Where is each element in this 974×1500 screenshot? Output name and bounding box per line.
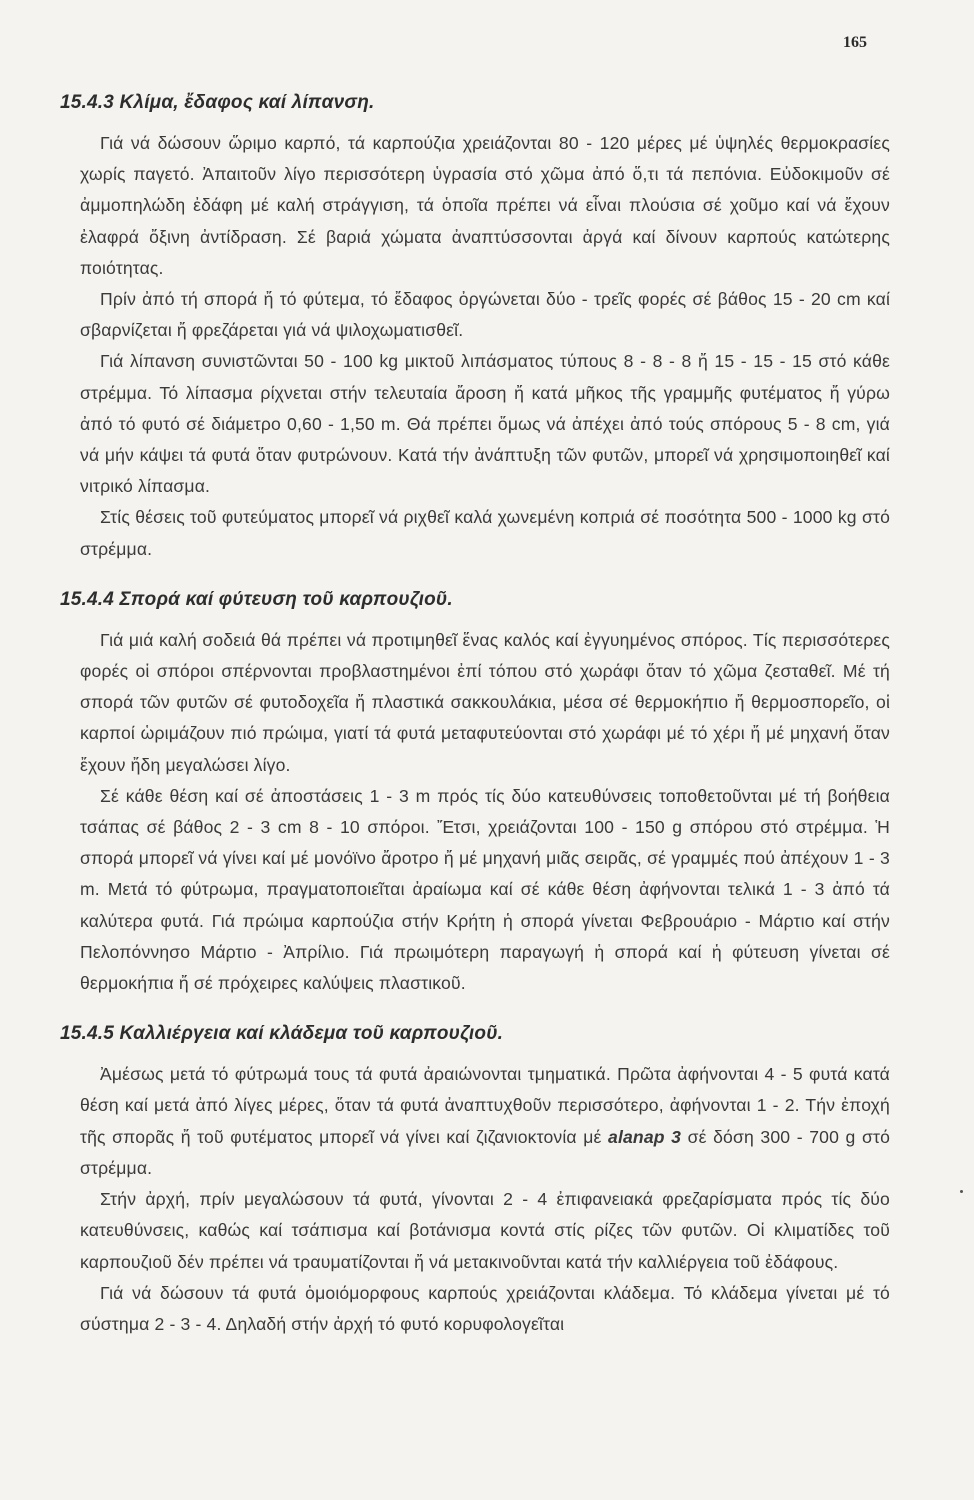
section-heading-sowing-planting: 15.4.4 Σπορά καί φύτευση τοῦ καρπουζιοῦ. — [60, 588, 453, 610]
paragraph-pruning: Γιά νά δώσουν τά φυτά ὁμοιόμορφους καρπούς χρειάζονται κλάδεμα. Τό κλάδεμα γίνεται μέ τό σύστημα 2 - 3 - 4. Δηλαδή στήν ἀρχή τό φυτό κορυφολογεῖται — [80, 1282, 890, 1334]
thinning-text-after: σέ δόση 300 - 700 g στό στρέμμα. — [80, 1126, 891, 1178]
paragraph-seed-selection: Γιά μιά καλή σοδειά θά πρέπει νά προτιμηθεῖ ἕνας καλός καί ἐγγυημένος σπόρος. Τίς περισσότερες φορές οἱ σπόροι σπέρνονται προβλαστημένοι ἐπί τόπου στό χωράφι ὅταν τό χῶμα ζεσταθεῖ. Μέ τή σπορά τῶν φυτῶν σέ φυτοδοχεῖα ἤ πλαστικά σακκουλάκια, μέσα σέ θερμοκήπιο ἤ θερμοσπορεῖο, οἱ καρποί ὡριμάζουν πιό πρώιμα, γιατί τά φυτά μεταφυτεύονται στό χωράφι μέ τό χέρι ἤ μέ μηχανή ὅταν ἔχουν ἤδη μεγαλώσει λίγο. — [80, 629, 890, 775]
scan-speck-decoration — [960, 1190, 963, 1193]
thinning-text-before: Ἀμέσως μετά τό φύτρωμά τους τά φυτά ἀραιώνονται τμηματικά. Πρῶτα ἀφήνονται 4 - 5 φυτά κατά θέση καί μετά ἀπό λίγες μέρες, ὅταν τά φυτά ἀναπτυχθοῦν περισσότερο, ἀφήνονται 1 - 2. Τήν ἐποχή τῆς σπορᾶς ἤ τοῦ φυτέματος μπορεῖ νά γίνει καί ζιζανιοκτονία μέ — [80, 1064, 890, 1147]
paragraph-sowing-method: Σέ κάθε θέση καί σέ ἀποστάσεις 1 - 3 m πρός τίς δύο κατευθύνσεις τοποθετοῦνται μέ τή βοήθεια τσάπας σέ βάθος 2 - 3 cm 8 - 10 σπόροι. Ἔτσι, χρειάζονται 100 - 150 g σπόρου στό στρέμμα. Ἡ σπορά μπορεῖ νά γίνει καί μέ μονόϊνο ἄροτρο ἤ μέ μηχανή μιᾶς σειρᾶς, σέ γραμμές πού ἀπέχουν 1 - 3 m. Μετά τό φύτρωμα, πραγματοποιεῖται ἀραίωμα καί σέ κάθε θέση ἀφήνονται τελικά 1 - 3 ἀπό τά καλύτερα φυτά. Γιά πρώιμα καρπούζια στήν Κρήτη ἡ σπορά γίνεται Φεβρουάριο - Μάρτιο καί στήν Πελοπόννησο Μάρτιο - Ἀπρίλιο. Γιά πρωιμότερη παραγωγή ἡ σπορά καί ἡ φύτευση γίνεται σέ θερμοκήπια ἤ σέ πρόχειρες καλύψεις πλαστικοῦ. — [80, 785, 890, 994]
paragraph-thinning-weed-control — [60, 1059, 890, 1184]
paragraph-fertilization: Γιά λίπανση συνιστῶνται 50 - 100 kg μικτοῦ λιπάσματος τύπους 8 - 8 - 8 ἤ 15 - 15 - 15 στό κάθε στρέμμα. Τό λίπασμα ρίχνεται στήν τελευταία ἄροση ἤ κατά μῆκος τῆς γραμμῆς φυτέματος ἤ γύρω ἀπό τό φυτό σέ διάμετρο 0,60 - 1,50 m. Θά πρέπει ὅμως νά ἀπέχει ἀπό τούς σπόρους 5 - 8 cm, γιά νά μήν κάψει τά φυτά ὅταν φυτρώνουν. Κατά τήν ἀνάπτυξη τῶν φυτῶν, μπορεῖ νά χρησιμοποιηθεῖ καί νιτρικό λίπασμα. — [80, 351, 890, 497]
paragraph-manure: Στίς θέσεις τοῦ φυτεύματος μπορεῖ νά ριχθεῖ καλά χωνεμένη κοπριά σέ ποσότητα 500 - 1000 kg στό στρέμμα. — [80, 507, 890, 559]
paragraph-soil-preparation: Πρίν ἀπό τή σπορά ἤ τό φύτεμα, τό ἔδαφος ὀργώνεται δύο - τρεῖς φορές σέ βάθος 15 - 20 cm καί σβαρνίζεται ἤ φρεζάρεται γιά νά ψιλοχωματισθεῖ. — [80, 289, 890, 341]
section-heading-climate-soil-fertilization: 15.4.3 Κλίμα, ἔδαφος καί λίπανση. — [60, 92, 375, 113]
page-content — [60, 92, 890, 1340]
paragraph-climate-requirements: Γιά νά δώσουν ὥριμο καρπό, τά καρπούζια χρειάζονται 80 - 120 μέρες μέ ὑψηλές θερμοκρασίες χωρίς παγετό. Ἀπαιτοῦν λίγο περισσότερη ὑγρασία στό χῶμα ἀπό ὅ,τι τά πεπόνια. Εὐδοκιμοῦν σέ ἀμμοπηλώδη ἐδάφη μέ καλή στράγγιση, τά ὁποῖα πρέπει νά εἶναι πλούσια σέ χοῦμο καί νά ἔχουν ἐλαφρά ὄξινη ἀντίδραση. Σέ βαριά χώματα ἀναπτύσσονται ἀργά καί δίνουν καρπούς κατώτερης ποιότητας. — [80, 133, 890, 278]
section-heading-cultivation-pruning: 15.4.5 Καλλιέργεια καί κλάδεμα τοῦ καρπουζιοῦ. — [60, 1023, 504, 1045]
page-number: 165 — [843, 34, 867, 51]
herbicide-name: alanap 3 — [608, 1126, 682, 1147]
paragraph-tillage: Στήν ἀρχή, πρίν μεγαλώσουν τά φυτά, γίνονται 2 - 4 ἐπιφανειακά φρεζαρίσματα πρός τίς δύο κατευθύνσεις, καθώς καί τσάπισμα καί βοτάνισμα κοντά στίς ρίζες τῶν φυτῶν. Οἱ κλιματίδες τοῦ καρπουζιοῦ δέν πρέπει νά τραυματίζονται ἤ νά μετακινοῦνται κατά τήν καλλιέργεια τοῦ ἐδάφους. — [80, 1189, 890, 1272]
